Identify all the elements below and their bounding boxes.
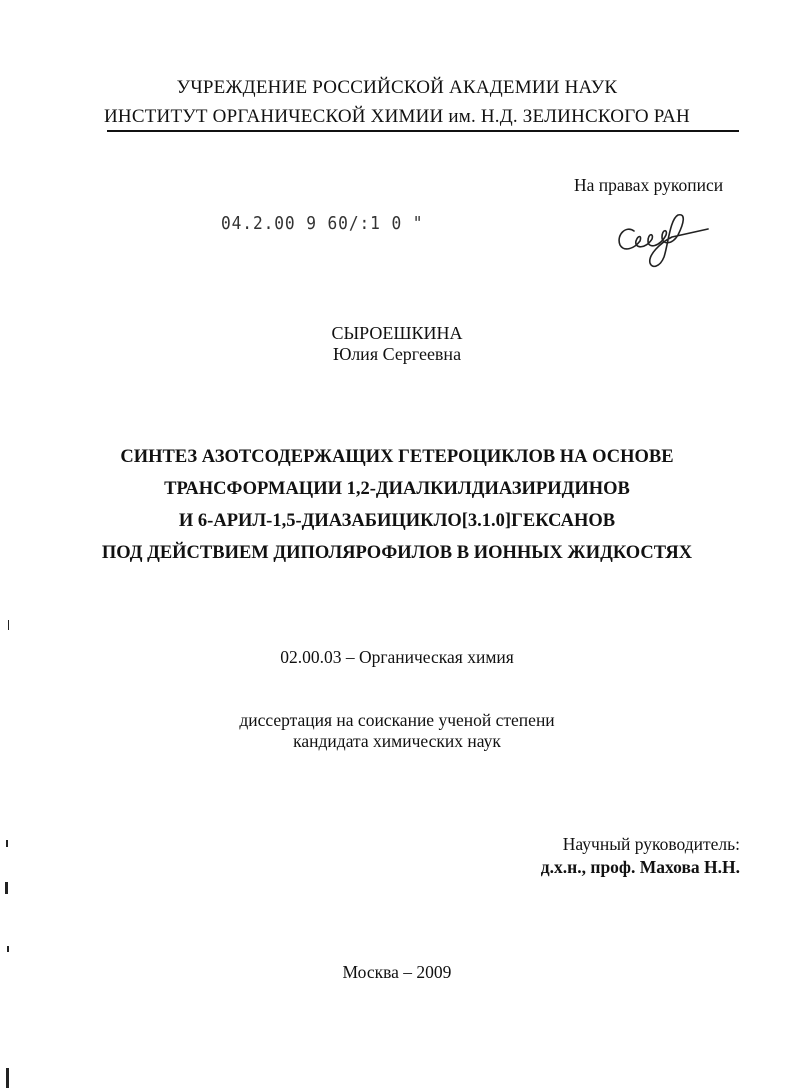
scan-artifact [7,946,9,952]
header-divider [107,130,739,132]
title-line: ПОД ДЕЙСТВИЕМ ДИПОЛЯРОФИЛОВ В ИОННЫХ ЖИДКОСТЯХ [101,543,693,563]
scan-artifact [8,620,9,630]
title-line: ТРАНСФОРМАЦИИ 1,2-ДИАЛКИЛДИАЗИРИДИНОВ [164,479,630,499]
city-year: Москва – 2009 [342,962,452,982]
scan-artifact [5,882,8,894]
author-given-names: Юлия Сергеевна [332,344,462,364]
registration-stamp: 04.2.00 9 60/:1 0 " [221,213,424,234]
author-surname: СЫРОЕШКИНА [331,323,463,343]
supervisor-name: д.х.н., проф. Махова Н.Н. [540,857,740,877]
rights-note: На правах рукописи [574,175,724,195]
organization-line: УЧРЕЖДЕНИЕ РОССИЙСКОЙ АКАДЕМИИ НАУК [176,77,618,98]
title-line: И 6-АРИЛ-1,5-ДИАЗАБИЦИКЛО[3.1.0]ГЕКСАНОВ [178,511,616,531]
signature-image [612,205,712,275]
title-line: СИНТЕЗ АЗОТСОДЕРЖАЩИХ ГЕТЕРОЦИКЛОВ НА ОСНОВЕ [120,447,674,467]
institute-line: ИНСТИТУТ ОРГАНИЧЕСКОЙ ХИМИИ им. Н.Д. ЗЕЛИНСКОГО РАН [104,106,690,127]
scan-artifact [6,840,8,847]
degree-line: кандидата химических наук [293,731,501,751]
degree-line: диссертация на соискание ученой степени [239,710,555,730]
supervisor-label: Научный руководитель: [562,834,740,854]
specialty: 02.00.03 – Органическая химия [280,647,514,667]
scan-artifact [6,1068,9,1088]
